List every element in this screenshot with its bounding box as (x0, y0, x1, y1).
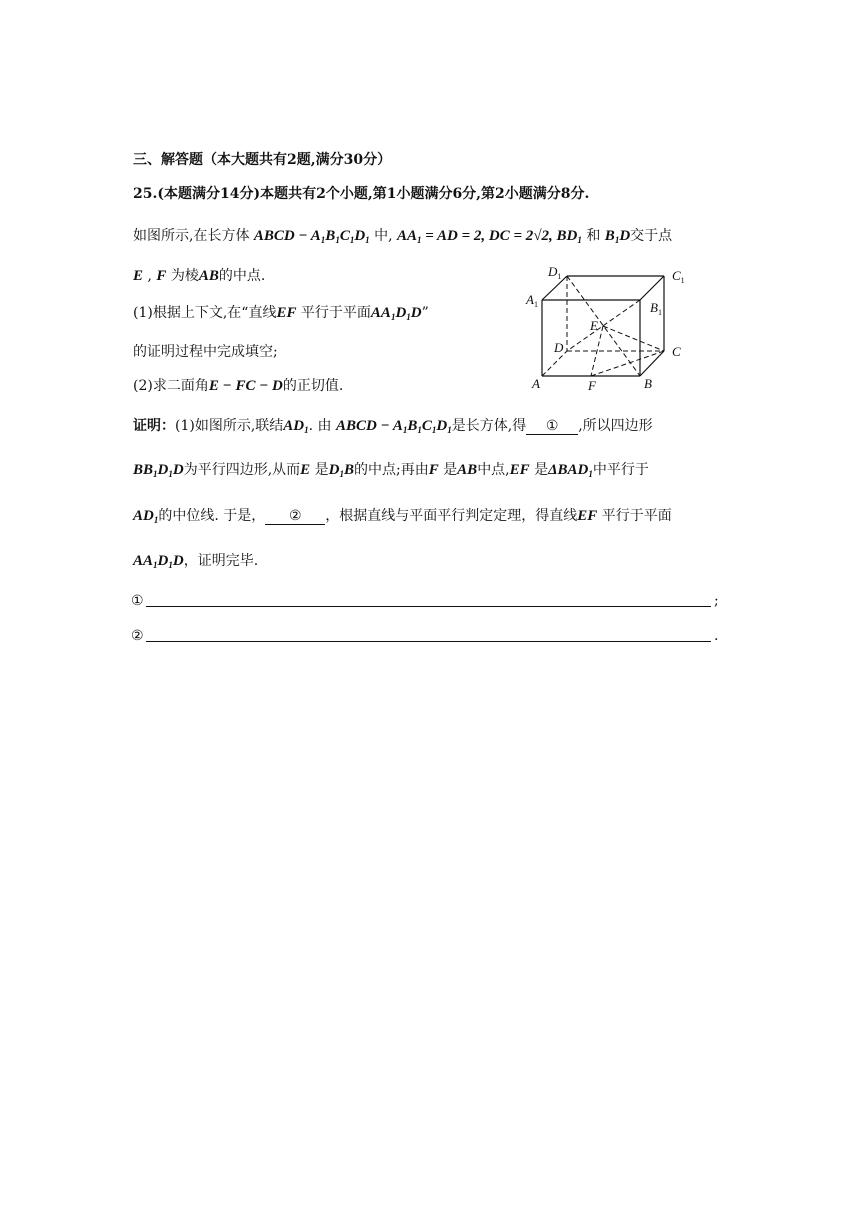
label-F: F (588, 378, 596, 393)
problem-stem-line1: 如图所示,在长方体 ABCD − $A_1B_1C_1D_1$ 中, $AA_1$ = AD = 2, DC = 2√2, $BD_1$ 和 $B_1D$交于点 (133, 228, 673, 245)
problem-stem-line2: E , F 为棱AB的中点. (133, 268, 266, 284)
label-C: C (672, 344, 681, 359)
section-header: 三、解答题（本大题共有2题,满分30分） (133, 152, 392, 168)
answer-2-mark: ② (131, 628, 144, 644)
answer-1-mark: ① (131, 593, 144, 609)
problem-header: 25.(本题满分14分)本题共有2个小题,第1小题满分6分,第2小题满分8分. (133, 186, 590, 202)
blank-1[interactable]: ① (526, 418, 578, 435)
label-A: A (532, 376, 540, 391)
edge-A1-D1 (542, 276, 567, 300)
answer-1-end: ; (714, 593, 719, 609)
edge-E-C (603, 326, 664, 351)
cuboid-figure (520, 262, 700, 394)
part1-line2: 的证明过程中完成填空; (133, 344, 278, 360)
answer-2-field[interactable] (146, 641, 711, 642)
proof-line3: $AD_1$的中位线. 于是， ② ，根据直线与平面平行判定定理，得直线EF 平行于平面 (133, 508, 672, 525)
label-C1: $C_1$ (672, 268, 685, 285)
edge-B1-C1 (640, 276, 664, 300)
proof-label: 证明： (133, 418, 175, 434)
label-D: D (554, 340, 564, 355)
blank-2[interactable]: ② (265, 508, 325, 525)
answer-2-end: . (714, 628, 719, 644)
part2-line: (2)求二面角E − FC − D的正切值. (133, 378, 344, 394)
proof-line1: 证明：(1)如图所示,联结$AD_1$. 由 ABCD − $A_1B_1C_1D_1$是长方体,得 ① ,所以四边形 (133, 418, 653, 435)
label-B: B (644, 376, 652, 391)
label-A1: $A_1$ (526, 292, 538, 309)
answer-1-field[interactable] (146, 606, 711, 607)
proof-line4: $AA_1D_1D$，证明完毕. (133, 553, 259, 570)
edge-F-C (591, 351, 664, 376)
proof-line2: $BB_1D_1D$为平行四边形,从而E 是$D_1B$的中点;再由F 是AB中点,EF 是$\Delta BAD_1$中平行于 (133, 462, 649, 479)
label-E: E (590, 318, 598, 333)
part1-line1: (1)根据上下文,在“直线EF 平行于平面$AA_1D_1D$” (133, 305, 429, 322)
edge-B1-D (567, 300, 640, 351)
label-D1: $D_1$ (548, 264, 562, 281)
label-B1: $B_1$ (650, 300, 662, 317)
